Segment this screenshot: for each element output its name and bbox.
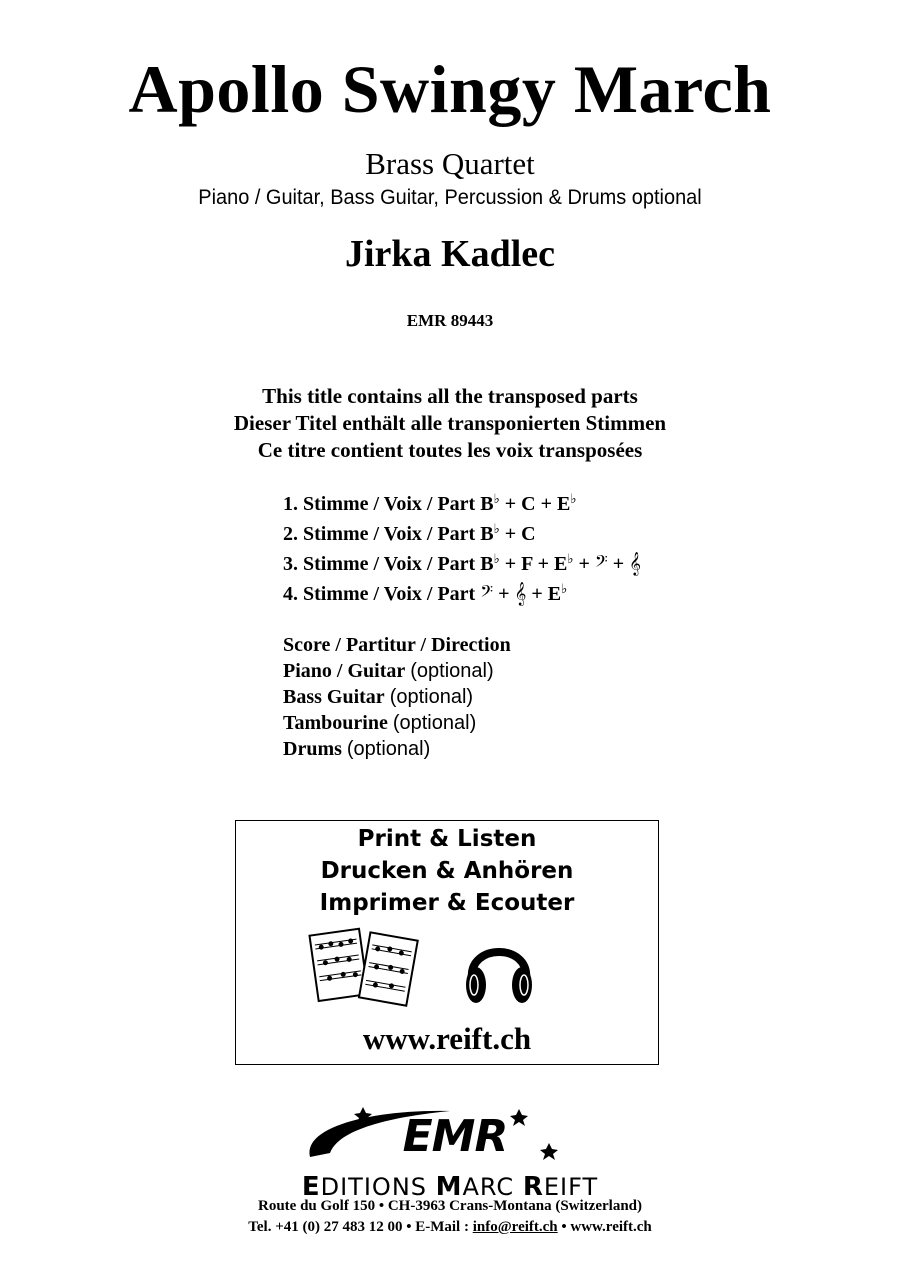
extra-drums: Drums (optional) [283, 738, 431, 760]
extra-bass-guitar: Bass Guitar (optional) [283, 686, 474, 708]
emr-logo [300, 1105, 600, 1171]
extra-score: Score / Partitur / Direction [283, 634, 511, 656]
promo-url[interactable]: www.reift.ch [362, 1021, 532, 1056]
headphones-icon [462, 929, 536, 1009]
promo-line-en: Print & Listen [357, 826, 537, 852]
emr-logo-letters: EMR [402, 1111, 508, 1162]
promo-line-fr: Imprimer & Ecouter [319, 890, 575, 916]
email-link[interactable]: info@reift.ch [472, 1219, 558, 1235]
publisher-name: EDITIONS MARC REIFT [301, 1172, 599, 1202]
treble-clef-icon: 𝄞 [629, 551, 641, 575]
bass-clef-icon: 𝄢 [594, 551, 608, 575]
sheet-music-icon [308, 926, 420, 1010]
composer: Jirka Kadlec [344, 233, 556, 275]
subtitle: Brass Quartet [365, 146, 535, 181]
print-listen-box [235, 820, 659, 1065]
publisher-address: Route du Golf 150 • CH-3963 Crans-Montana (Switzerland) [258, 1198, 642, 1214]
treble-clef-icon: 𝄞 [514, 581, 527, 605]
transposed-notice [0, 383, 900, 464]
page-title: Apollo Swingy March [128, 51, 772, 127]
notice-de: Dieser Titel enthält alle transponierten Stimmen [233, 411, 667, 435]
extras-list [283, 632, 511, 762]
notice-en: This title contains all the transposed parts [262, 384, 638, 408]
promo-line-de: Drucken & Anhören [320, 858, 574, 884]
extra-piano-guitar: Piano / Guitar (optional) [283, 660, 494, 682]
part-row-3: 3. Stimme / Voix / Part B♭ + F + E♭ + 𝄢 + 𝄞 [283, 551, 641, 575]
parts-list [283, 484, 641, 604]
part-row-4: 4. Stimme / Voix / Part 𝄢 + 𝄞 + E♭ [283, 581, 568, 605]
catalog-code: EMR 89443 [406, 311, 494, 330]
part-row-2: 2. Stimme / Voix / Part B♭ + C [283, 521, 536, 545]
notice-fr: Ce titre contient toutes les voix transposées [257, 438, 643, 462]
bass-clef-icon: 𝄢 [480, 581, 494, 605]
publisher-contact: Tel. +41 (0) 27 483 12 00 • E-Mail : info@reift.ch • www.reift.ch [248, 1219, 652, 1235]
instrumentation: Piano / Guitar, Bass Guitar, Percussion & Drums optional [198, 186, 702, 209]
extra-tambourine: Tambourine (optional) [283, 712, 477, 734]
part-row-1: 1. Stimme / Voix / Part B♭ + C + E♭ [283, 491, 577, 515]
